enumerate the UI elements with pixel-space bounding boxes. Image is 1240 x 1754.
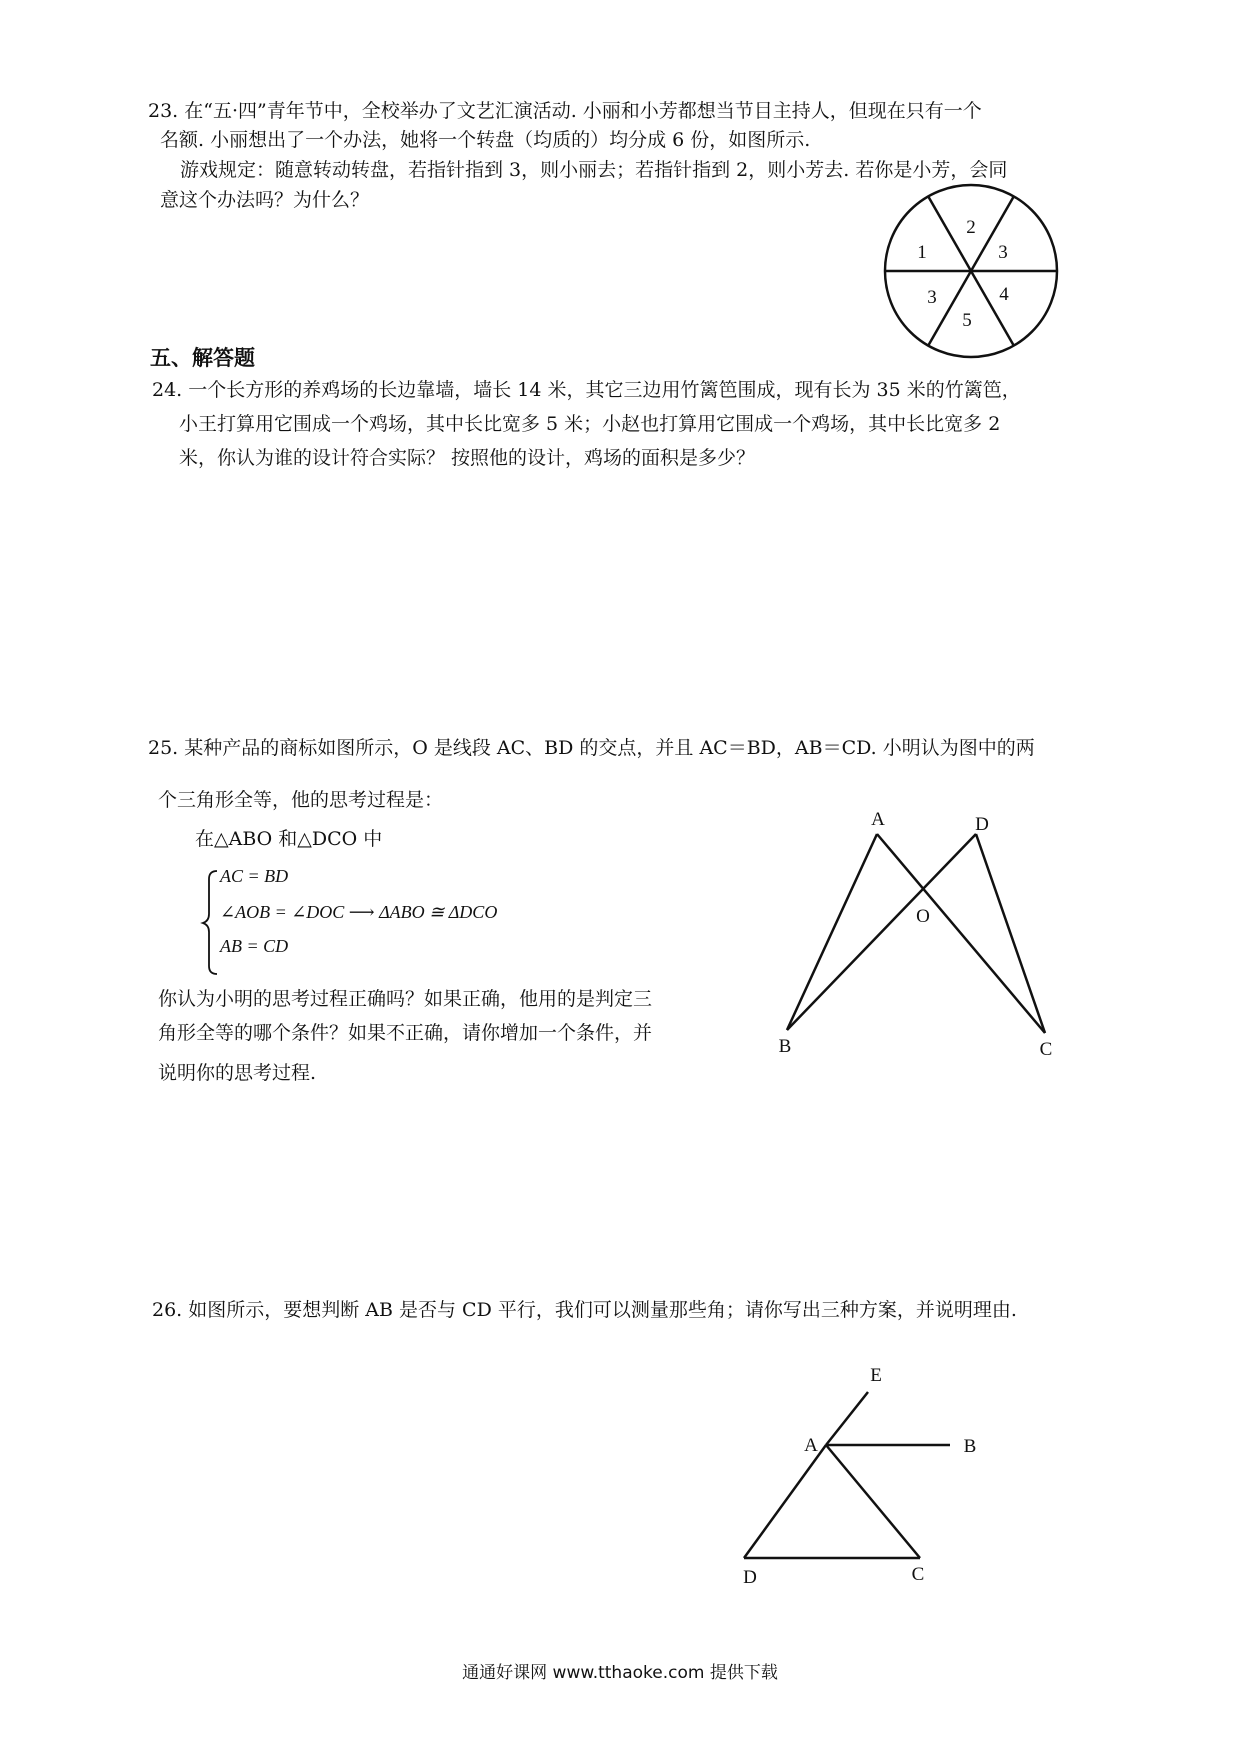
proof-condition-1: AC = BD [220, 866, 289, 886]
q25-figure [779, 809, 1053, 1060]
q25-line-1: 25. 某种产品的商标如图所示，O 是线段 AC、BD 的交点，并且 AC＝BD，AB＝CD. 小明认为图中的两 [148, 737, 1035, 759]
proof-condition-2: ∠AOB = ∠DOC ⟶ ΔABO ≅ ΔDCO [220, 902, 498, 922]
point-label-c: C [911, 1564, 925, 1585]
segment-ac [826, 1445, 920, 1558]
segment-ab [787, 834, 877, 1030]
segment-dc [976, 834, 1045, 1033]
spinner-sector-label: 5 [962, 310, 972, 331]
spinner-sector-label: 1 [917, 242, 927, 263]
page-footer: 通通好课网 www.tthaoke.com 提供下载 [462, 1663, 778, 1683]
point-label-o: O [916, 906, 930, 927]
q23-line-3: 游戏规定：随意转动转盘，若指针指到 3，则小丽去；若指针指到 2，则小芳去. 若你是小芳，会同 [180, 159, 1008, 181]
proof-brace [203, 871, 217, 974]
q26-figure [743, 1365, 976, 1588]
spinner-figure [885, 185, 1057, 357]
q24-line-1: 24. 一个长方形的养鸡场的长边靠墙，墙长 14 米，其它三边用竹篱笆围成，现有长为 35 米的竹篱笆， [152, 379, 1021, 401]
q23-line-2: 名额. 小丽想出了一个办法，她将一个转盘（均质的）均分成 6 份，如图所示. [160, 129, 811, 151]
q25-line-6: 说明你的思考过程. [158, 1062, 317, 1084]
q25-line-4: 你认为小明的思考过程正确吗？如果正确，他用的是判定三 [158, 988, 653, 1010]
point-label-c: C [1039, 1039, 1053, 1060]
q23-line-1: 23. 在“五·四”青年节中，全校举办了文艺汇演活动. 小丽和小芳都想当节目主持人，但现在只有一个 [148, 100, 982, 122]
q25-line-5: 角形全等的哪个条件？如果不正确，请你增加一个条件，并 [158, 1022, 653, 1044]
spinner-sector-label: 3 [927, 287, 937, 308]
segment-ac [877, 834, 1045, 1033]
q24-line-3: 米，你认为谁的设计符合实际？ 按照他的设计，鸡场的面积是多少？ [179, 447, 756, 469]
ray-ae [826, 1392, 868, 1445]
point-label-a: A [871, 809, 885, 830]
point-label-b: B [963, 1436, 977, 1457]
proof-condition-3: AB = CD [220, 936, 289, 956]
point-label-b: B [778, 1036, 792, 1057]
spinner-sector-label: 2 [966, 217, 976, 238]
point-label-e: E [870, 1365, 882, 1386]
segment-bd [787, 834, 976, 1030]
q25-line-2: 个三角形全等，他的思考过程是： [158, 789, 444, 811]
segment-ad [744, 1445, 826, 1558]
q23-line-4: 意这个办法吗？为什么？ [160, 189, 370, 211]
point-label-a: A [804, 1435, 818, 1456]
q24-line-2: 小王打算用它围成一个鸡场，其中长比宽多 5 米；小赵也打算用它围成一个鸡场，其中长比宽多 2 [179, 413, 1001, 435]
spinner-sector-label: 4 [999, 284, 1009, 305]
q25-line-3: 在△ABO 和△DCO 中 [195, 828, 383, 850]
q26-line-1: 26. 如图所示，要想判断 AB 是否与 CD 平行，我们可以测量那些角；请你写出三种方案，并说明理由. [152, 1299, 1017, 1321]
spinner-sector-label: 3 [998, 242, 1008, 263]
section-title: 五、解答题 [150, 346, 255, 370]
point-label-d: D [975, 814, 989, 835]
point-label-d: D [743, 1567, 757, 1588]
